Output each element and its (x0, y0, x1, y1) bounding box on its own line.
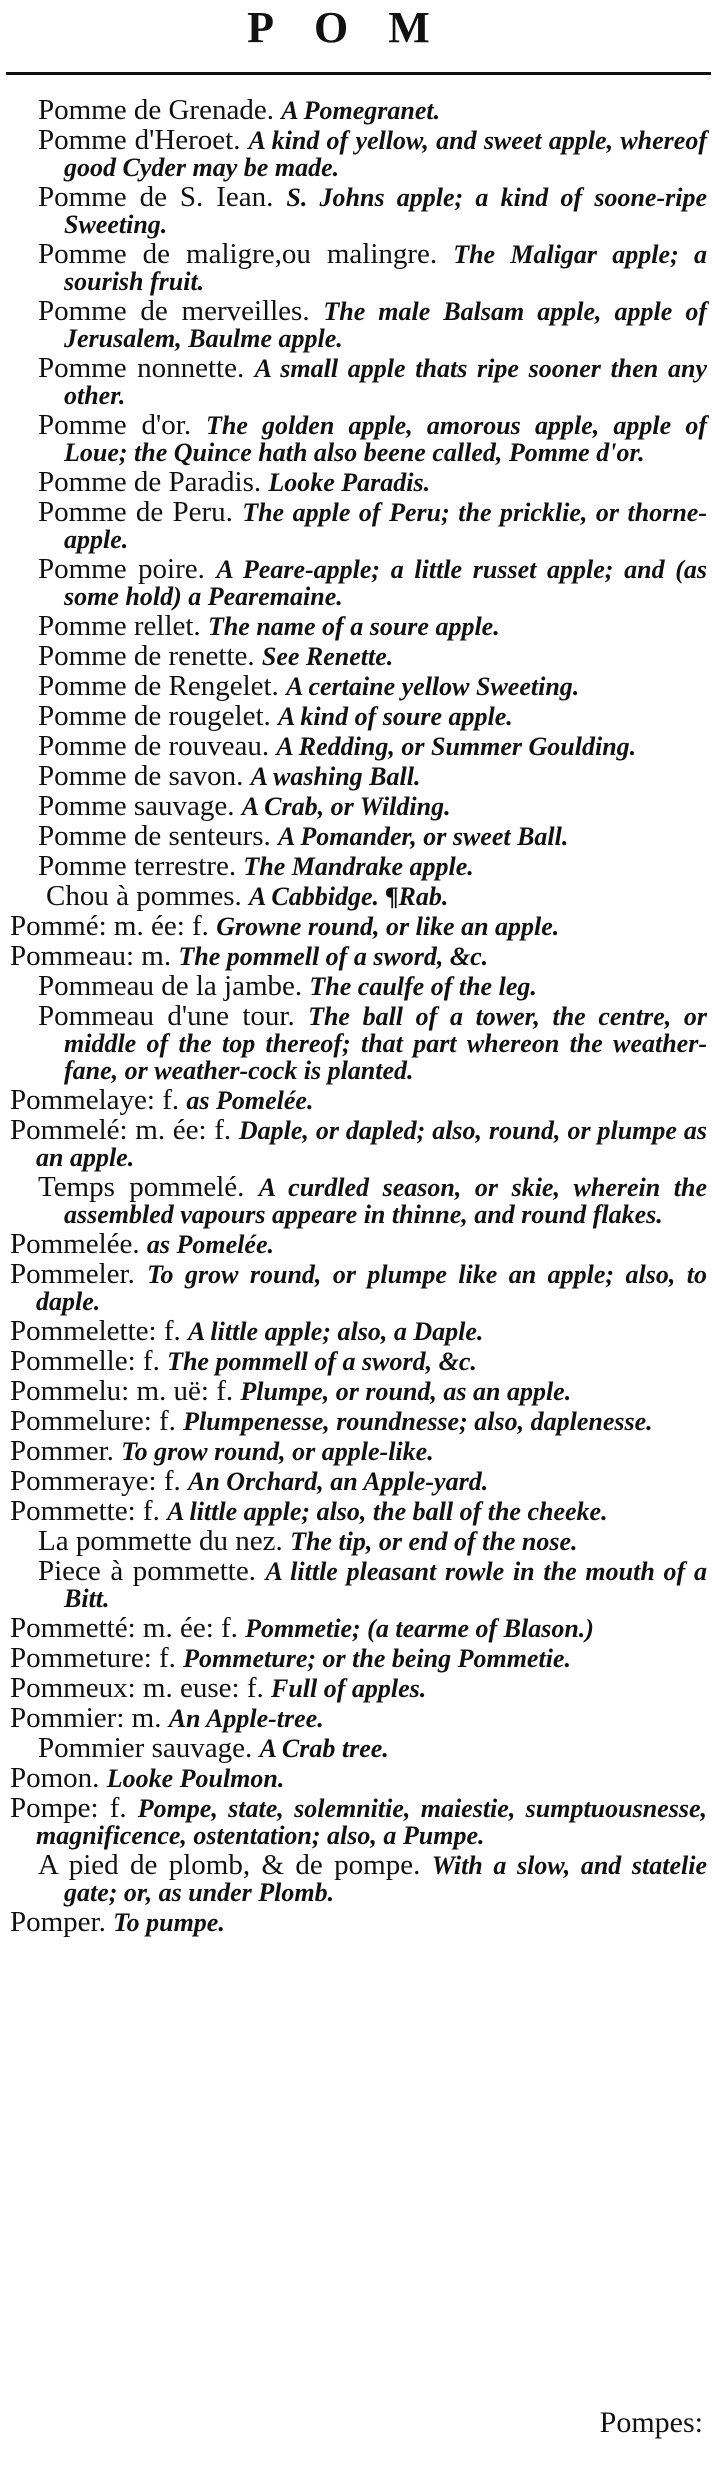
entry-headword: Pomper. (10, 1906, 106, 1938)
dictionary-entry (10, 910, 707, 942)
entry-definition: A kind of yellow, and sweet apple, whereof good Cyder may be made. (64, 126, 707, 182)
page-header: POM (247, 3, 470, 52)
entry-headword: Pommelle: f. (10, 1345, 160, 1377)
entry-headword: Pommelée. (10, 1228, 140, 1260)
entry-headword: Temps pommelé. (38, 1171, 245, 1203)
dictionary-entry (38, 700, 707, 732)
dictionary-entry (10, 940, 707, 972)
dictionary-entry (38, 670, 707, 702)
entry-definition: The name of a soure apple. (207, 612, 500, 641)
dictionary-entry (38, 238, 707, 296)
dictionary-entry (38, 466, 707, 498)
entry-definition: A little apple; also, the ball of the cheeke. (167, 1497, 608, 1526)
entry-definition: A Pomander, or sweet Ball. (278, 822, 569, 851)
dictionary-entry (38, 730, 707, 762)
entry-definition: A kind of soure apple. (278, 702, 513, 731)
dictionary-entry (10, 1114, 707, 1172)
entry-headword: Pomme de merveilles. (38, 295, 310, 327)
dictionary-entry (38, 352, 707, 410)
entry-headword: Pomme d'Heroet. (38, 124, 241, 156)
entry-headword: Pommeture: f. (10, 1642, 176, 1674)
dictionary-entry (10, 1315, 707, 1347)
entry-headword: Pommelu: m. uë: f. (10, 1375, 234, 1407)
dictionary-entry (10, 1642, 707, 1674)
entry-headword: Pommeau: m. (10, 940, 172, 972)
dictionary-entry (38, 295, 707, 353)
dictionary-entry (10, 1435, 707, 1467)
dictionary-entry (10, 1762, 707, 1794)
dictionary-entry (10, 1465, 707, 1497)
header-rule (6, 72, 711, 75)
dictionary-entry (38, 1171, 707, 1229)
entry-headword: Pomme sauvage. (38, 790, 235, 822)
entry-definition: A little pleasant rowle in the mouth of a Bitt. (64, 1557, 707, 1613)
dictionary-entry (10, 1792, 707, 1850)
entry-definition: The tip, or end of the nose. (290, 1527, 578, 1556)
entry-definition: A Crab, or Wilding. (241, 792, 451, 821)
entry-headword: Pomme de rougelet. (38, 700, 271, 732)
entry-definition: The golden apple, amorous apple, apple of Loue; the Quince hath also beene called, Pomme d'or. (64, 411, 707, 467)
entry-headword: Pomme rellet. (38, 610, 201, 642)
entry-headword: Pommelette: f. (10, 1315, 181, 1347)
entry-definition: To grow round, or plumpe like an apple; also, to daple. (36, 1260, 708, 1316)
entry-definition: The Maligar apple; a sourish fruit. (64, 240, 707, 296)
entry-definition: as Pomelée. (186, 1086, 314, 1115)
entry-definition: A Crab tree. (259, 1734, 389, 1763)
entry-list (0, 94, 717, 1939)
entry-headword: La pommette du nez. (38, 1525, 283, 1557)
entry-headword: Pommeux: m. euse: f. (10, 1672, 264, 1704)
entry-headword: Pomme de renette. (38, 640, 255, 672)
dictionary-entry (46, 880, 707, 912)
dictionary-entry (38, 850, 707, 882)
entry-definition: The apple of Peru; the pricklie, or thorne-apple. (64, 498, 707, 554)
entry-definition: A washing Ball. (250, 762, 421, 791)
entry-headword: Pommelaye: f. (10, 1084, 180, 1116)
dictionary-entry (10, 1495, 707, 1527)
entry-headword: Pomme de rouveau. (38, 730, 270, 762)
dictionary-entry (10, 1672, 707, 1704)
entry-headword: Pommetté: m. ée: f. (10, 1612, 238, 1644)
entry-headword: Pompe: f. (10, 1792, 127, 1824)
dictionary-entry (38, 409, 707, 467)
dictionary-entry (38, 124, 707, 182)
entry-headword: Pomme de S. Iean. (38, 181, 274, 213)
entry-headword: Pommier sauvage. (38, 1732, 253, 1764)
entry-definition: The caulfe of the leg. (309, 972, 537, 1001)
entry-definition: An Apple-tree. (168, 1704, 324, 1733)
dictionary-entry (10, 1375, 707, 1407)
entry-definition: Pommetie; (a tearme of Blason.) (245, 1614, 594, 1643)
entry-definition: Daple, or dapled; also, round, or plumpe as an apple. (36, 1116, 707, 1172)
entry-definition: A Cabbidge. ¶Rab. (249, 882, 449, 911)
entry-headword: Pomme d'or. (38, 409, 192, 441)
entry-headword: Pomme de maligre,ou malingre. (38, 238, 438, 270)
entry-headword: Pomme de senteurs. (38, 820, 271, 852)
entry-definition: The ball of a tower, the centre, or middle of the top thereof; that part whereon the weather-fane, or weather-cock is planted. (64, 1002, 707, 1085)
dictionary-entry (10, 1258, 708, 1316)
entry-definition: See Renette. (261, 642, 394, 671)
dictionary-entry (38, 1525, 707, 1557)
entry-headword: Pomme de Grenade. (38, 94, 274, 126)
entry-headword: Pomme de Paradis. (38, 466, 262, 498)
entry-headword: Pomme de savon. (38, 760, 244, 792)
dictionary-entry (38, 970, 707, 1002)
entry-definition: A Redding, or Summer Goulding. (276, 732, 637, 761)
dictionary-entry (38, 790, 707, 822)
entry-definition: The pommell of a sword, &c. (178, 942, 489, 971)
dictionary-entry (10, 1228, 707, 1260)
dictionary-entry (38, 1732, 707, 1764)
entry-definition: The Mandrake apple. (243, 852, 474, 881)
entry-definition: A Peare-apple; a little russet apple; and (as some hold) a Pearemaine. (64, 555, 708, 611)
entry-definition: as Pomelée. (146, 1230, 274, 1259)
catchword: Pompes: (599, 2406, 703, 2439)
entry-headword: Pommeau d'une tour. (38, 1000, 295, 1032)
entry-definition: To grow round, or apple-like. (121, 1437, 434, 1466)
entry-headword: Pommeau de la jambe. (38, 970, 303, 1002)
dictionary-entry (10, 1612, 707, 1644)
entry-definition: With a slow, and statelie gate; or, as under Plomb. (64, 1851, 708, 1907)
dictionary-entry (38, 640, 707, 672)
dictionary-entry (38, 1555, 707, 1613)
entry-definition: Pompe, state, solemnitie, maiestie, sumptuousnesse, magnificence, ostentation; also, a Pumpe. (36, 1794, 707, 1850)
entry-headword: Pommier: m. (10, 1702, 162, 1734)
entry-headword: Pomme de Rengelet. (38, 670, 279, 702)
entry-definition: The pommell of a sword, &c. (167, 1347, 477, 1376)
dictionary-entry (38, 181, 708, 239)
dictionary-entry (10, 1702, 707, 1734)
entry-definition: The male Balsam apple, apple of Jerusalem, Baulme apple. (64, 297, 707, 353)
dictionary-entry (38, 496, 707, 554)
entry-headword: Pomme nonnette. (38, 352, 245, 384)
entry-definition: Pommeture; or the being Pommetie. (183, 1644, 571, 1673)
entry-definition: Plumpenesse, roundnesse; also, daplenesse. (183, 1407, 653, 1436)
dictionary-entry (38, 1849, 708, 1907)
entry-headword: Piece à pommette. (38, 1555, 256, 1587)
entry-headword: Pommé: m. ée: f. (10, 910, 209, 942)
entry-headword: Pommeraye: f. (10, 1465, 181, 1497)
dictionary-entry (10, 1906, 707, 1938)
entry-headword: Pommette: f. (10, 1495, 160, 1527)
entry-headword: Pommelé: m. ée: f. (10, 1114, 232, 1146)
dictionary-entry (10, 1405, 707, 1437)
entry-definition: A curdled season, or skie, wherein the assembled vapours appeare in thinne, and round flakes. (64, 1173, 707, 1229)
entry-definition: Full of apples. (270, 1674, 427, 1703)
entry-headword: Pomme de Peru. (38, 496, 233, 528)
dictionary-entry (10, 1084, 707, 1116)
entry-definition: Growne round, or like an apple. (216, 912, 560, 941)
dictionary-entry (38, 1000, 707, 1085)
dictionary-entry (38, 820, 707, 852)
entry-headword: Pomme poire. (38, 553, 205, 585)
entry-definition: A certaine yellow Sweeting. (286, 672, 580, 701)
dictionary-entry (38, 553, 708, 611)
entry-definition: Plumpe, or round, as an apple. (240, 1377, 572, 1406)
entry-headword: Pomme terrestre. (38, 850, 237, 882)
entry-definition: A little apple; also, a Daple. (188, 1317, 484, 1346)
dictionary-entry (38, 94, 707, 126)
entry-headword: Pommer. (10, 1435, 114, 1467)
entry-headword: Chou à pommes. (46, 880, 242, 912)
dictionary-entry (38, 760, 707, 792)
dictionary-entry (10, 1345, 707, 1377)
entry-headword: Pommelure: f. (10, 1405, 176, 1437)
entry-headword: A pied de plomb, & de pompe. (38, 1849, 421, 1881)
entry-headword: Pomon. (10, 1762, 100, 1794)
entry-definition: A small apple thats ripe sooner then any other. (64, 354, 707, 410)
entry-definition: Looke Poulmon. (106, 1764, 285, 1793)
dictionary-entry (38, 610, 707, 642)
entry-headword: Pommeler. (10, 1258, 135, 1290)
entry-definition: An Orchard, an Apple-yard. (187, 1467, 489, 1496)
entry-definition: S. Johns apple; a kind of soone-ripe Sweeting. (64, 183, 708, 239)
entry-definition: Looke Paradis. (268, 468, 431, 497)
entry-definition: To pumpe. (113, 1908, 225, 1937)
entry-definition: A Pomegranet. (281, 96, 441, 125)
